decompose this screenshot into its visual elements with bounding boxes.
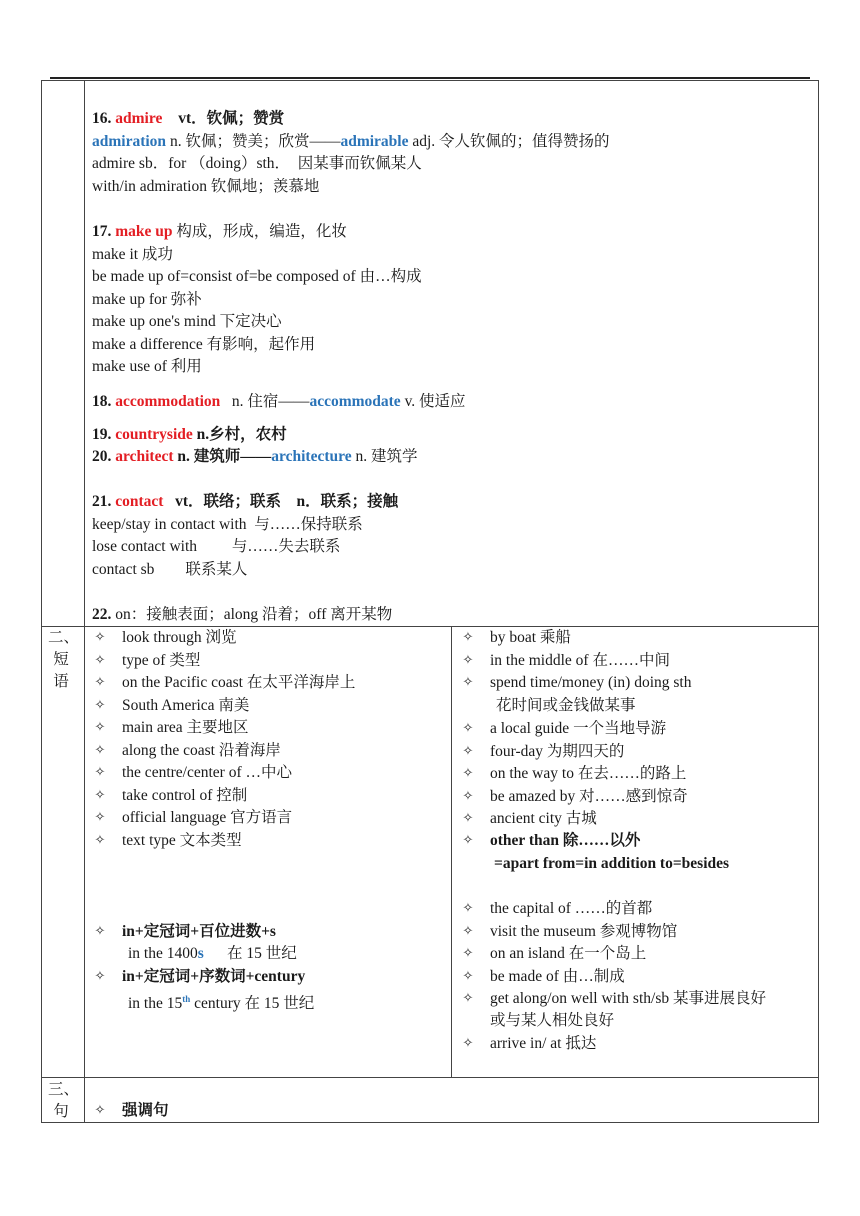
diamond-star-icon: ✧ <box>462 1036 474 1051</box>
phrase-item: South America 南美 <box>122 696 250 714</box>
vocab-16-usage-1: admire sb．for （doing）sth． 因某事而钦佩某人 <box>92 155 422 172</box>
phrase-item: a local guide 一个当地导游 <box>490 720 667 737</box>
diamond-star-icon: ✧ <box>94 630 106 645</box>
phrase-rule-example: in the 1400s 在 15 世纪 <box>128 945 297 962</box>
vocab-item-21: 21. contact vt．联络；联系 n．联系；接触 <box>92 493 399 510</box>
diamond-star-icon: ✧ <box>462 743 474 759</box>
diamond-star-icon: ✧ <box>462 630 474 645</box>
diamond-star-icon: ✧ <box>462 766 474 781</box>
diamond-star-icon: ✧ <box>94 652 106 668</box>
diamond-star-icon: ✧ <box>94 969 106 984</box>
vocab-17-usage: make up for 弥补 <box>92 291 202 308</box>
diamond-star-icon: ✧ <box>462 652 474 668</box>
diamond-star-icon: ✧ <box>462 811 474 826</box>
row-divider-2 <box>41 1077 819 1078</box>
phrase-item: take control of 控制 <box>122 786 248 804</box>
sentence-pattern-item: 强调句 <box>122 1102 169 1119</box>
vocab-16-related: admiration n. 钦佩；赞美；欣赏——admirable adj. 令人钦佩的；值得赞扬的 <box>92 133 610 150</box>
diamond-star-icon: ✧ <box>94 787 106 803</box>
diamond-star-icon: ✧ <box>462 675 474 690</box>
vocab-17-usage: make up one's mind 下定决心 <box>92 313 282 330</box>
vocab-item-20: 20. architect n. 建筑师——architecture n. 建筑学 <box>92 448 418 465</box>
diamond-star-icon: ✧ <box>462 788 474 804</box>
diamond-star-icon: ✧ <box>94 675 106 690</box>
diamond-star-icon: ✧ <box>94 720 106 735</box>
diamond-star-icon: ✧ <box>94 765 106 780</box>
phrase-continuation: 花时间或金钱做某事 <box>496 697 636 714</box>
phrase-item: type of 类型 <box>122 651 201 669</box>
phrase-rule: in+定冠词+百位进数+s <box>122 923 276 940</box>
phrase-item: by boat 乘船 <box>490 629 571 646</box>
phrase-rule-example: in the 15th century 在 15 世纪 <box>128 994 315 1012</box>
phrase-equivalents: =apart from=in addition to=besides <box>494 855 730 872</box>
vocab-item-17: 17. make up 构成，形成，编造，化妆 <box>92 223 347 240</box>
diamond-star-icon: ✧ <box>462 991 474 1006</box>
vocab-item-19: 19. countryside n.乡村，农村 <box>92 426 287 443</box>
phrase-item: spend time/money (in) doing sth <box>490 674 692 691</box>
phrase-rule: in+定冠词+序数词+century <box>122 968 306 985</box>
vocab-17-usage: make use of 利用 <box>92 358 202 375</box>
vocab-21-usage: contact sb 联系某人 <box>92 561 248 578</box>
phrase-item: visit the museum 参观博物馆 <box>490 922 678 940</box>
diamond-star-icon: ✧ <box>94 924 106 939</box>
vocab-21-usage: lose contact with 与……失去联系 <box>92 538 341 555</box>
phrase-item: look through 浏览 <box>122 629 237 646</box>
diamond-star-icon: ✧ <box>462 968 474 984</box>
diamond-star-icon: ✧ <box>462 946 474 961</box>
diamond-star-icon: ✧ <box>94 832 106 848</box>
phrase-item: the capital of ……的首都 <box>490 900 653 917</box>
diamond-star-icon: ✧ <box>94 742 106 758</box>
phrase-item: the centre/center of …中心 <box>122 764 292 781</box>
phrase-item: on the way to 在去……的路上 <box>490 765 687 782</box>
diamond-star-icon: ✧ <box>462 721 474 736</box>
phrase-continuation: 或与某人相处良好 <box>490 1012 615 1029</box>
vocab-item-18: 18. accommodation n. 住宿——accommodate v. 使适应 <box>92 393 466 410</box>
diamond-star-icon: ✧ <box>462 901 474 916</box>
diamond-star-icon: ✧ <box>94 810 106 825</box>
phrase-item: be amazed by 对……感到惊奇 <box>490 787 688 805</box>
phrase-item: text type 文本类型 <box>122 831 242 849</box>
phrase-item: four-day 为期四天的 <box>490 742 625 760</box>
label-column-divider <box>84 80 85 1123</box>
phrase-item: along the coast 沿着海岸 <box>122 741 281 759</box>
diamond-star-icon: ✧ <box>94 1103 106 1118</box>
vocab-17-usage: make it 成功 <box>92 246 173 263</box>
phrases-column-divider <box>451 626 452 1077</box>
vocab-17-usage: be made up of=consist of=be composed of 由…构成 <box>92 268 422 285</box>
phrase-item: arrive in/ at 抵达 <box>490 1035 597 1052</box>
diamond-star-icon: ✧ <box>462 833 474 848</box>
phrase-item: main area 主要地区 <box>122 719 249 736</box>
phrase-item: on an island 在一个岛上 <box>490 945 647 962</box>
phrase-item: official language 官方语言 <box>122 809 293 826</box>
diamond-star-icon: ✧ <box>462 923 474 939</box>
phrase-item: ancient city 古城 <box>490 810 597 827</box>
section-label-sentences: 三、 句 <box>48 1081 80 1120</box>
vocab-16-usage-2: with/in admiration 钦佩地；羡慕地 <box>92 178 320 195</box>
header-rule <box>50 77 810 79</box>
phrase-item: on the Pacific coast 在太平洋海岸上 <box>122 674 356 691</box>
phrase-item: be made of 由…制成 <box>490 967 625 985</box>
vocab-17-usage: make a difference 有影响，起作用 <box>92 336 316 353</box>
phrase-item: in the middle of 在……中间 <box>490 651 670 669</box>
phrase-item: get along/on well with sth/sb 某事进展良好 <box>490 990 766 1007</box>
phrase-item: other than 除……以外 <box>490 832 641 849</box>
diamond-star-icon: ✧ <box>94 697 106 713</box>
vocab-item-16: 16. admire vt．钦佩；赞赏 <box>92 110 285 127</box>
section-label-phrases: 二、 短 语 <box>48 629 80 690</box>
vocab-item-22: 22. on：接触表面；along 沿着；off 离开某物 <box>92 606 393 623</box>
vocab-21-usage: keep/stay in contact with 与……保持联系 <box>92 516 363 533</box>
